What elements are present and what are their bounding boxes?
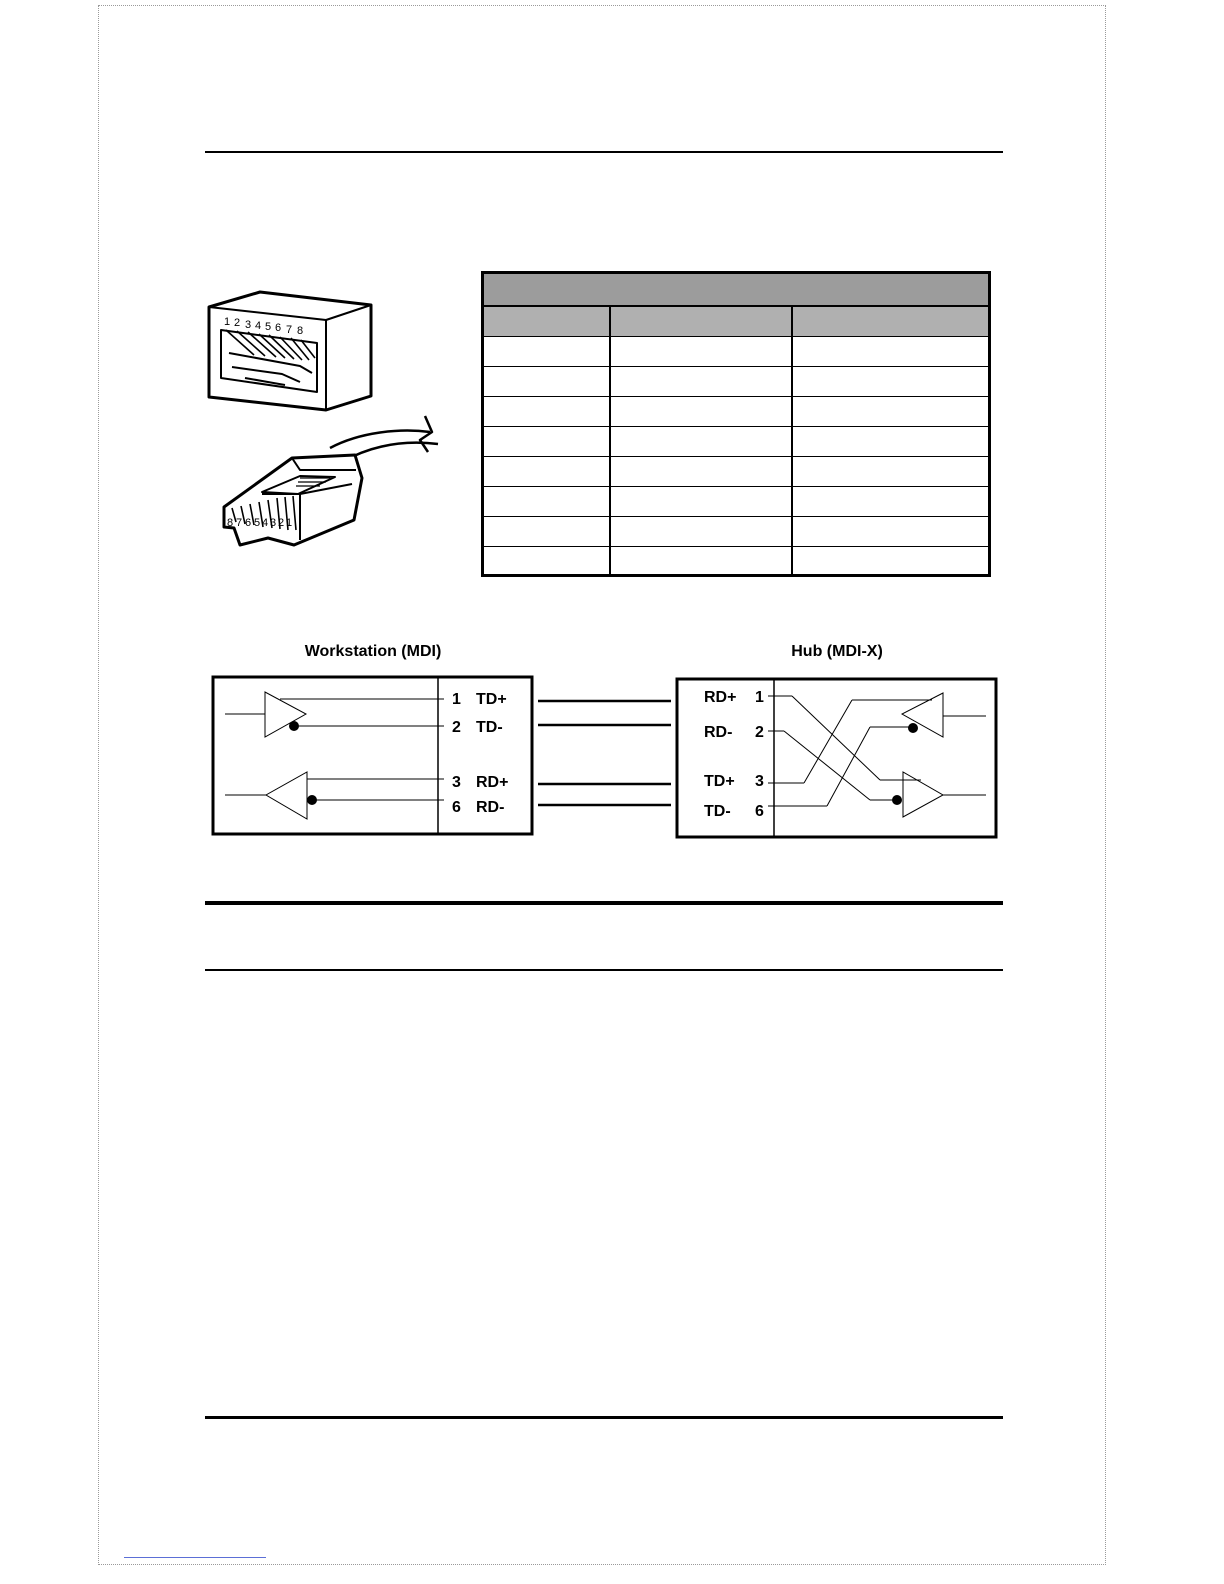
- workstation-pin-signal: RD+: [476, 774, 509, 791]
- jack-pin-number: 8: [297, 325, 304, 337]
- hub-pin-number: 6: [755, 803, 764, 820]
- footer-rule: [205, 1416, 1003, 1419]
- jack-pin-number: 1: [224, 316, 231, 328]
- jack-pin-number: 7: [286, 324, 293, 336]
- hub-pin-number: 1: [755, 689, 764, 706]
- workstation-title: Workstation (MDI): [304, 643, 442, 660]
- hub-pin-number: 3: [755, 773, 764, 790]
- plug-pin-number: 4: [262, 517, 269, 529]
- cable-wires: [538, 701, 671, 805]
- workstation-pin-signal: TD-: [476, 719, 503, 736]
- workstation-pin-number: 6: [452, 799, 461, 816]
- workstation-pin-number: 3: [452, 774, 461, 791]
- hub-pin-signal: TD+: [704, 773, 735, 790]
- workstation-pin-signal: RD-: [476, 799, 505, 816]
- jack-pin-number: 2: [234, 317, 241, 329]
- plug-pin-number: 2: [278, 517, 285, 529]
- plug-pin-number: 5: [254, 517, 261, 529]
- plug-pin-number: 8: [227, 517, 234, 529]
- jack-pin-number: 5: [265, 321, 272, 333]
- hub-pin-signal: RD+: [704, 689, 737, 706]
- hub-title: Hub (MDI-X): [791, 643, 883, 660]
- jack-pin-number: 6: [275, 322, 282, 334]
- plug-pin-number: 7: [236, 517, 243, 529]
- plug-pin-number: 1: [286, 517, 293, 529]
- hub-pin-number: 2: [755, 724, 764, 741]
- hub-pin-signal: TD-: [704, 803, 731, 820]
- hub-pin-signal: RD-: [704, 724, 733, 741]
- footnote-separator: [124, 1557, 266, 1558]
- workstation-pin-signal: TD+: [476, 691, 507, 708]
- section-rule: [205, 901, 1003, 905]
- jack-pin-number: 4: [255, 320, 262, 332]
- workstation-pin-number: 2: [452, 719, 461, 736]
- plug-pin-number: 3: [270, 517, 277, 529]
- section-rule: [205, 969, 1003, 971]
- workstation-pin-number: 1: [452, 691, 461, 708]
- plug-pin-number: 6: [245, 517, 252, 529]
- jack-pin-number: 3: [245, 319, 252, 331]
